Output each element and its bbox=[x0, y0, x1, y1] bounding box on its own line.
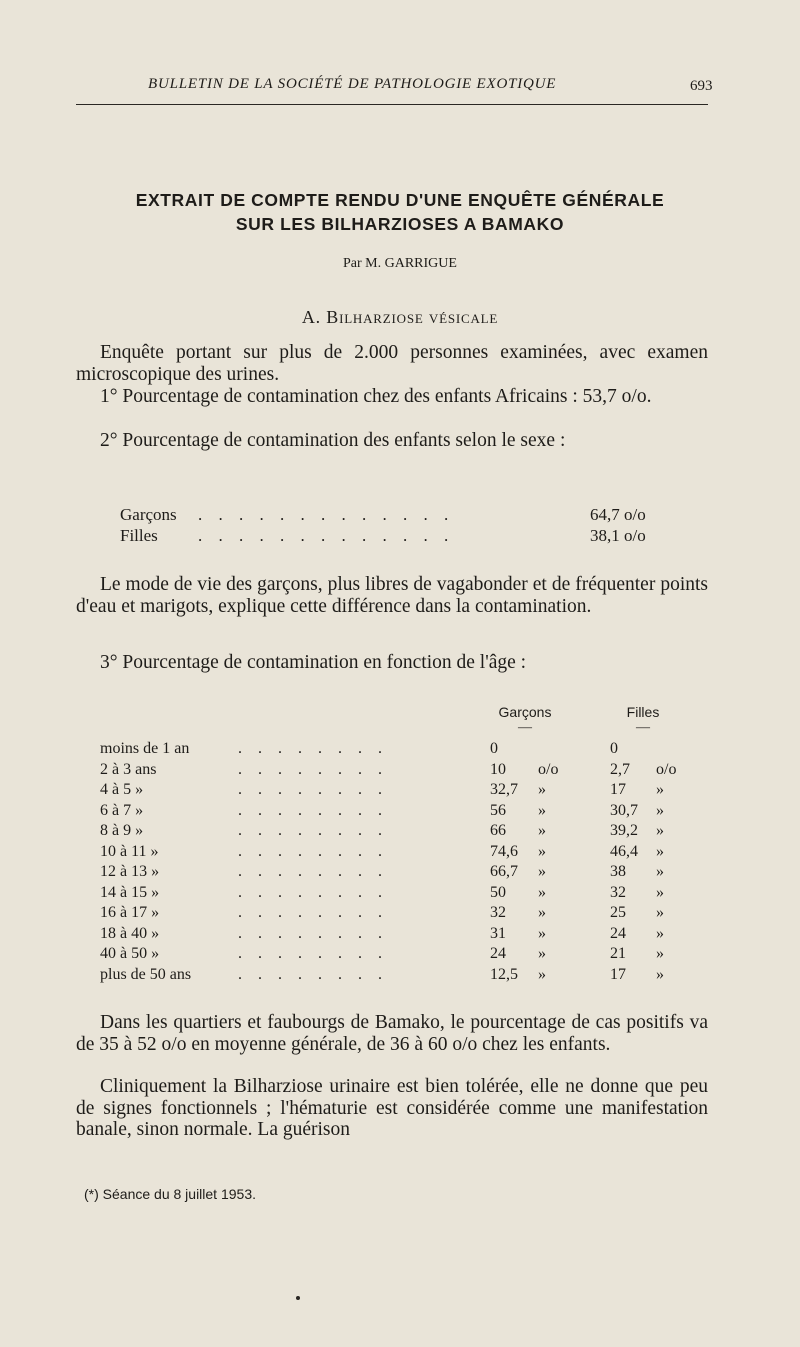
article-title-line-1: EXTRAIT DE COMPTE RENDU D'UNE ENQUÊTE GÉNÉRALE bbox=[135, 190, 665, 210]
boys-unit: o/o bbox=[538, 760, 559, 778]
boys-value: 31 bbox=[490, 924, 506, 942]
girls-value: 0 bbox=[610, 740, 618, 757]
age-label: 18 à 40 » bbox=[100, 924, 160, 942]
leader-dots: . . . . . . . . bbox=[238, 965, 388, 983]
girls-value: 39,2 bbox=[610, 822, 638, 839]
girls-value: 25 bbox=[610, 904, 626, 921]
boys-unit: » bbox=[538, 863, 546, 880]
paragraph-clinique: Cliniquement la Bilharziose urinaire est bien tolérée, elle ne donne que peu de signes fonctionnels ; l'hématurie est considérée comme une manifestation banale, sinon normale. La guérison bbox=[76, 1076, 708, 1140]
girls-unit: » bbox=[656, 863, 664, 880]
boys-unit: » bbox=[538, 842, 546, 860]
age-label: 10 à 11 » bbox=[100, 842, 159, 860]
girls-value: 2,7 bbox=[610, 760, 630, 778]
boys-value: 56 bbox=[490, 801, 506, 819]
boys-value: 10 bbox=[490, 760, 506, 778]
girls-unit: » bbox=[656, 801, 664, 819]
paragraph-point-3: 3° Pourcentage de contamination en fonction de l'âge : bbox=[100, 652, 527, 673]
girls-value: 30,7 bbox=[610, 801, 638, 819]
boys-unit: » bbox=[538, 801, 546, 819]
girls-unit: » bbox=[656, 842, 664, 860]
girls-unit: » bbox=[656, 924, 664, 942]
leader-dots: . . . . . . . . bbox=[238, 760, 388, 778]
article-title-line-2: SUR LES BILHARZIOSES A BAMAKO bbox=[235, 214, 565, 234]
paragraph-quartiers: Dans les quartiers et faubourgs de Bamako, le pourcentage de cas positifs va de 35 à 52 o/o en moyenne générale, de 36 à 60 o/o chez les enfants. bbox=[76, 1012, 708, 1055]
running-title: BULLETIN DE LA SOCIÉTÉ DE PATHOLOGIE EXOTIQUE bbox=[148, 76, 557, 92]
paragraph-mode-de-vie: Le mode de vie des garçons, plus libres de vagabonder et de fréquenter points d'eau et marigots, explique cette différence dans la contamination. bbox=[76, 574, 708, 617]
boys-unit: » bbox=[538, 904, 546, 921]
boys-value: 24 bbox=[490, 945, 506, 962]
girls-unit: » bbox=[656, 781, 664, 798]
boys-value: 12,5 bbox=[490, 965, 518, 983]
leader-dots: . . . . . . . . . . . . . bbox=[198, 526, 455, 545]
leader-dots: . . . . . . . . bbox=[238, 883, 388, 901]
girls-value: 17 bbox=[610, 781, 626, 798]
boys-value: 32,7 bbox=[490, 781, 518, 798]
leader-dots: . . . . . . . . bbox=[238, 904, 388, 921]
age-label: 16 à 17 » bbox=[100, 904, 160, 921]
boys-unit: » bbox=[538, 924, 546, 942]
leader-dots: . . . . . . . . bbox=[238, 945, 388, 962]
column-header-girls: Filles bbox=[626, 704, 660, 720]
boys-value: 66 bbox=[490, 822, 506, 839]
paragraph-point-1: 1° Pourcentage de contamination chez des enfants Africains : 53,7 o/o. bbox=[100, 386, 652, 407]
section-heading: A. Bilharziose vésicale bbox=[301, 307, 499, 327]
sex-label: Filles bbox=[120, 526, 158, 545]
sex-value: 38,1 o/o bbox=[590, 526, 646, 545]
sex-label: Garçons bbox=[120, 505, 177, 524]
leader-dots: . . . . . . . . bbox=[238, 924, 388, 942]
boys-unit: » bbox=[538, 781, 546, 798]
column-dash: — bbox=[518, 720, 532, 735]
leader-dots: . . . . . . . . bbox=[238, 822, 388, 839]
boys-value: 50 bbox=[490, 883, 506, 901]
column-dash: — bbox=[636, 720, 650, 735]
leader-dots: . . . . . . . . bbox=[238, 740, 388, 757]
age-label: 14 à 15 » bbox=[100, 883, 160, 901]
leader-dots: . . . . . . . . bbox=[238, 781, 388, 798]
girls-unit: » bbox=[656, 965, 664, 983]
footnote: (*) Séance du 8 juillet 1953. bbox=[84, 1186, 256, 1202]
girls-value: 46,4 bbox=[610, 842, 638, 860]
girls-value: 21 bbox=[610, 945, 626, 962]
boys-unit: » bbox=[538, 965, 546, 983]
girls-value: 38 bbox=[610, 863, 626, 880]
age-label: 6 à 7 » bbox=[100, 801, 144, 819]
girls-unit: » bbox=[656, 883, 664, 901]
girls-unit: » bbox=[656, 904, 664, 921]
header-rule bbox=[76, 104, 708, 105]
age-label: 4 à 5 » bbox=[100, 781, 144, 798]
leader-dots: . . . . . . . . bbox=[238, 842, 388, 860]
boys-value: 32 bbox=[490, 904, 506, 921]
age-label: 12 à 13 » bbox=[100, 863, 160, 880]
leader-dots: . . . . . . . . . . . . . bbox=[198, 505, 455, 524]
page-speck bbox=[296, 1296, 300, 1300]
page-number: 693 bbox=[690, 78, 713, 94]
boys-unit: » bbox=[538, 945, 546, 962]
boys-value: 74,6 bbox=[490, 842, 518, 860]
leader-dots: . . . . . . . . bbox=[238, 801, 388, 819]
leader-dots: . . . . . . . . bbox=[238, 863, 388, 880]
boys-unit: » bbox=[538, 883, 546, 901]
age-label: plus de 50 ans bbox=[100, 965, 192, 983]
intro-paragraph: Enquête portant sur plus de 2.000 personnes examinées, avec examen microscopique des urines. bbox=[76, 342, 708, 385]
girls-unit: o/o bbox=[656, 760, 677, 778]
boys-value: 0 bbox=[490, 740, 498, 757]
paragraph-point-2: 2° Pourcentage de contamination des enfants selon le sexe : bbox=[100, 430, 566, 451]
boys-unit: » bbox=[538, 822, 546, 839]
girls-unit: » bbox=[656, 822, 664, 839]
girls-value: 24 bbox=[610, 924, 626, 942]
age-label: 2 à 3 ans bbox=[100, 760, 157, 778]
girls-unit: » bbox=[656, 945, 664, 962]
age-label: moins de 1 an bbox=[100, 740, 190, 757]
author-line: Par M. GARRIGUE bbox=[343, 256, 457, 271]
age-label: 8 à 9 » bbox=[100, 822, 144, 839]
girls-value: 17 bbox=[610, 965, 626, 983]
girls-value: 32 bbox=[610, 883, 626, 901]
sex-value: 64,7 o/o bbox=[590, 505, 646, 524]
column-header-boys: Garçons bbox=[498, 704, 552, 720]
age-label: 40 à 50 » bbox=[100, 945, 160, 962]
boys-value: 66,7 bbox=[490, 863, 518, 880]
